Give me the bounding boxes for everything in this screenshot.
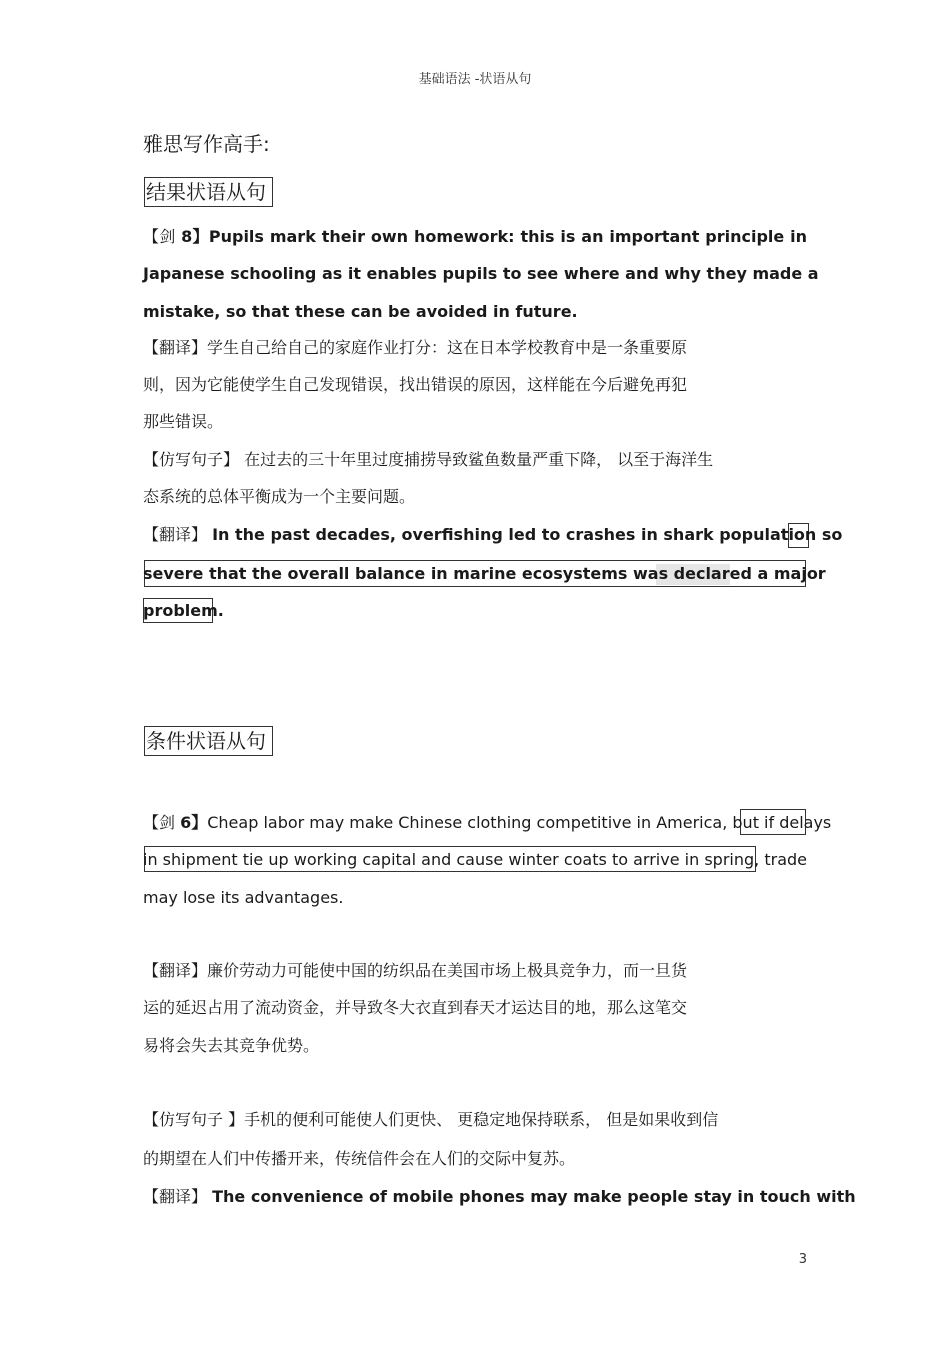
answer-line-3: problem. [143,601,224,620]
translation-line-1: 【翻译】学生自己给自己的家庭作业打分：这在日本学校教育中是一条重要原 [143,338,688,357]
source2-line-2: in shipment tie up working capital and cause winter coats to arrive in spring, trade [143,850,807,869]
source-label: 【剑 [143,227,182,246]
source2-number: 6】 [180,813,208,832]
translation2-line-3: 易将会失去其竞争优势。 [143,1036,320,1055]
page-header: 基础语法 -状语从句 [418,72,532,87]
source-sentence-line-1: 【剑 8】Pupils mark their own homework: this is an important principle in [143,227,808,246]
source-sentence-line-2: Japanese schooling as it enables pupils to see where and why they made a [143,264,819,283]
translation2-line-1: 【翻译】廉价劳动力可能使中国的纺织品在美国市场上极具竞争力，而一旦货 [143,961,688,980]
answer-line-2: severe that the overall balance in marine ecosystems was declared a major [143,564,826,583]
imitation-line-2: 态系统的总体平衡成为一个主要问题。 [143,487,416,506]
answer2-line-1: 【翻译】 The convenience of mobile phones may make people stay in touch with [143,1187,856,1206]
translation-line-3: 那些错误。 [143,412,224,431]
imitation2-line-1: 【仿写句子 】手机的便利可能使人们更快、 更稳定地保持联系， 但是如果收到信 [143,1110,719,1129]
intro-heading: 雅思写作高手: [143,132,270,156]
imitation2-line-2: 的期望在人们中传播开来，传统信件会在人们的交际中复苏。 [143,1149,576,1168]
answer-label: 【翻译】 [143,525,213,544]
source2-line-3: may lose its advantages. [143,888,344,907]
section-title-condition-clause: 条件状语从句 [144,726,273,756]
imitation-line-1: 【仿写句子】 在过去的三十年里过度捕捞导致鲨鱼数量严重下降， 以至于海洋生 [143,450,714,469]
answer-line-1: 【翻译】 In the past decades, overfishing led to crashes in shark population so [143,525,843,544]
source2-label: 【剑 [143,813,181,832]
page-number: 3 [798,1252,807,1267]
section-title-result-clause: 结果状语从句 [144,177,273,207]
source-number: 8】 [181,227,209,246]
source-sentence-line-3: mistake, so that these can be avoided in future. [143,302,578,321]
source2-line-1: 【剑 6】Cheap labor may make Chinese clothing competitive in America, but if delays [143,813,832,832]
translation-line-2: 则，因为它能使学生自己发现错误，找出错误的原因，这样能在今后避免再犯 [143,375,688,394]
answer2-label: 【翻译】 [143,1187,213,1206]
translation2-line-2: 运的延迟占用了流动资金，并导致冬大衣直到春天才运达目的地，那么这笔交 [143,998,688,1017]
